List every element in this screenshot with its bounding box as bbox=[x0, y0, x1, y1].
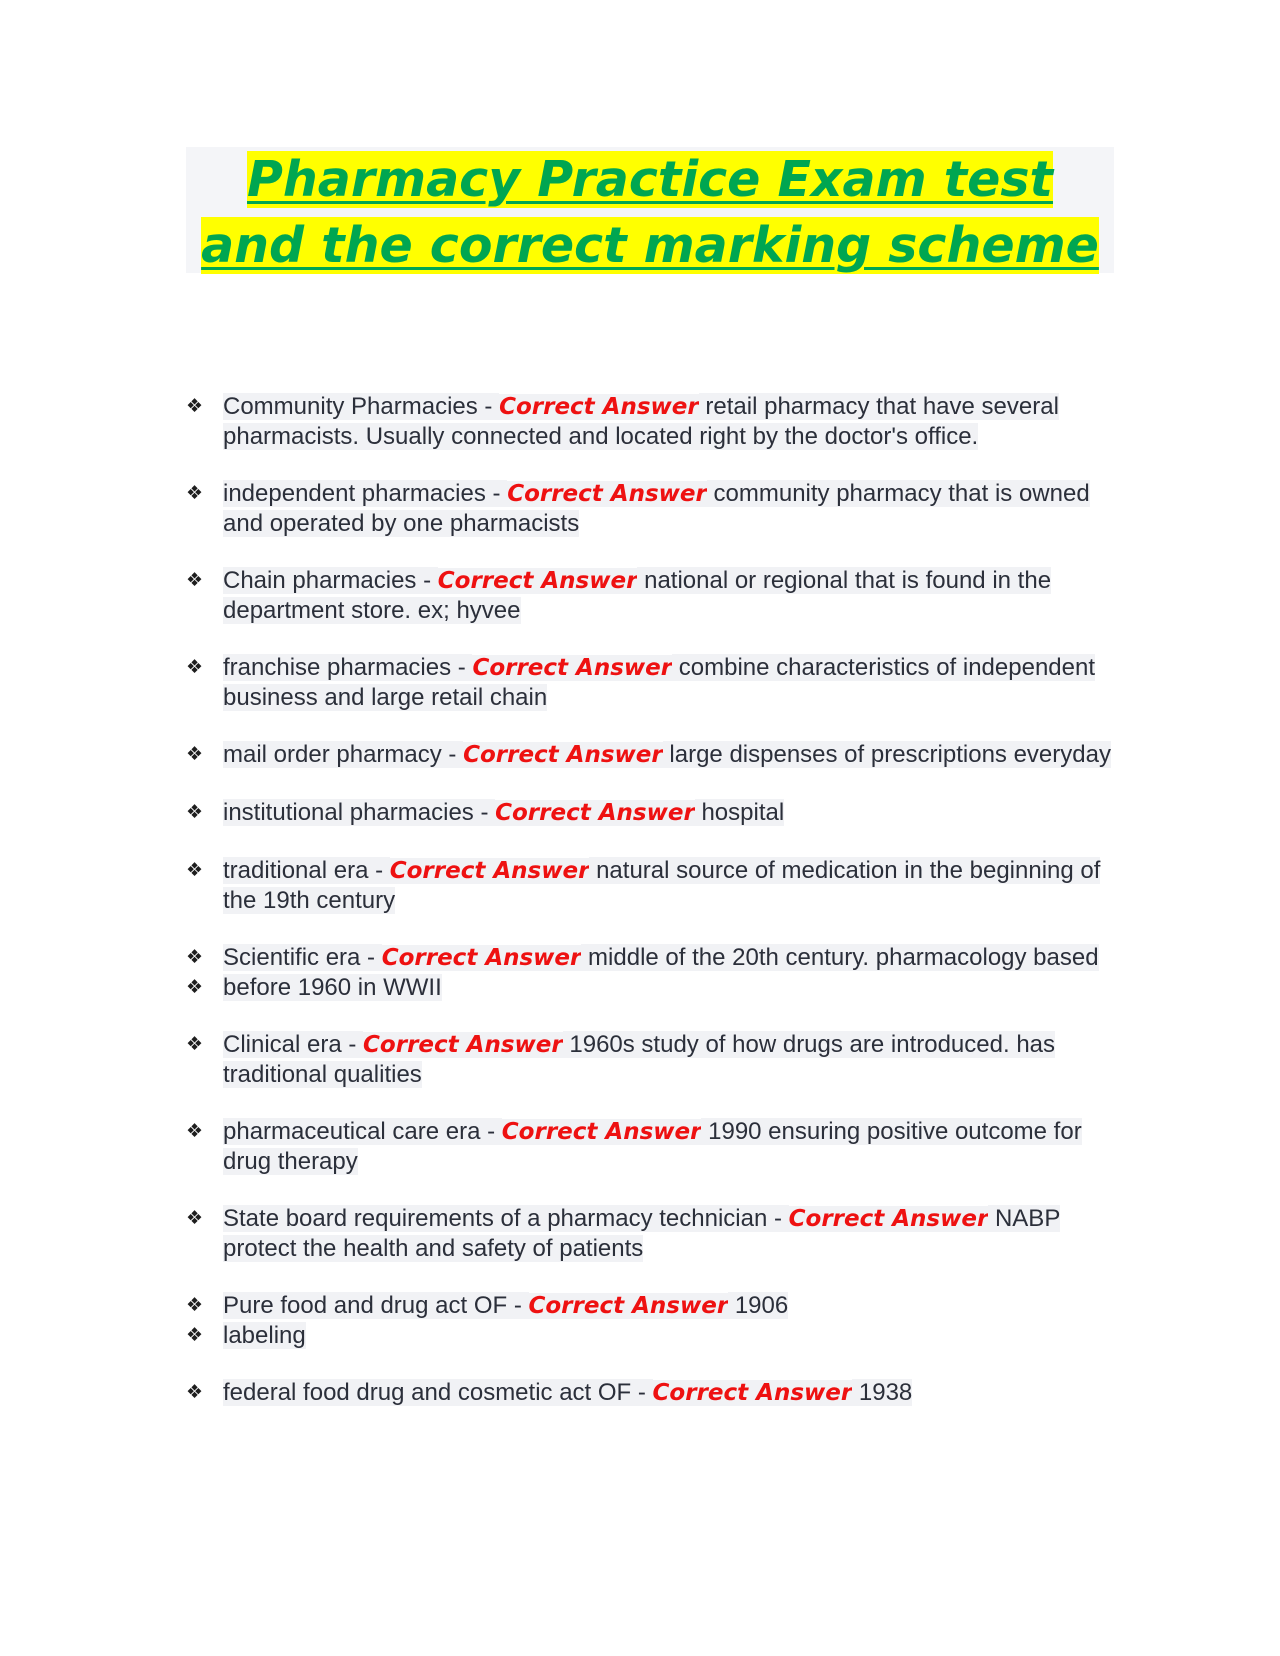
correct-answer-label: Correct Answer bbox=[463, 742, 663, 768]
item-definition: NABP protect the health and safety of patients bbox=[223, 1205, 1061, 1262]
item-term: independent pharmacies - bbox=[223, 480, 508, 507]
item-term: Scientific era - bbox=[223, 944, 382, 971]
item-definition: middle of the 20th century. pharmacology based bbox=[581, 944, 1099, 971]
bullet-icon: ❖ bbox=[186, 482, 204, 504]
qa-group bbox=[186, 392, 1126, 451]
list-item bbox=[186, 1378, 1126, 1408]
bullet-icon: ❖ bbox=[186, 395, 204, 417]
item-term: before 1960 in WWII bbox=[223, 974, 442, 1001]
list-item bbox=[186, 1117, 1126, 1176]
qa-group bbox=[186, 566, 1126, 625]
item-term: traditional era - bbox=[223, 857, 390, 884]
bullet-icon: ❖ bbox=[186, 569, 204, 591]
bullet-icon: ❖ bbox=[186, 1324, 204, 1346]
correct-answer-label: Correct Answer bbox=[495, 800, 695, 826]
list-item bbox=[186, 1321, 1126, 1350]
qa-group bbox=[186, 653, 1126, 712]
item-definition: community pharmacy that is owned and operated by one pharmacists bbox=[223, 480, 1090, 537]
item-term: Clinical era - bbox=[223, 1031, 364, 1058]
qa-group bbox=[186, 1291, 1126, 1350]
list-item bbox=[186, 566, 1126, 625]
list-item bbox=[186, 392, 1126, 451]
list-item bbox=[186, 479, 1126, 538]
correct-answer-label: Correct Answer bbox=[507, 481, 707, 507]
correct-answer-label: Correct Answer bbox=[472, 655, 673, 681]
qa-group bbox=[186, 943, 1126, 1002]
correct-answer-label: Correct Answer bbox=[788, 1206, 989, 1232]
item-definition: national or regional that is found in the department store. ex; hyvee bbox=[223, 567, 1052, 624]
list-item bbox=[186, 943, 1126, 973]
list-item bbox=[186, 973, 1126, 1002]
bullet-icon: ❖ bbox=[186, 859, 204, 881]
item-definition: 1990 ensuring positive outcome for drug therapy bbox=[223, 1118, 1082, 1175]
correct-answer-label: Correct Answer bbox=[652, 1380, 853, 1406]
bullet-icon: ❖ bbox=[186, 1120, 204, 1142]
list-item bbox=[186, 1030, 1126, 1089]
item-term: Pure food and drug act OF - bbox=[223, 1292, 529, 1319]
correct-answer-label: Correct Answer bbox=[437, 568, 638, 594]
bullet-icon: ❖ bbox=[186, 1207, 204, 1229]
bullet-icon: ❖ bbox=[186, 801, 204, 823]
list-item bbox=[186, 1204, 1126, 1263]
list-item bbox=[186, 798, 1126, 828]
qa-group bbox=[186, 1378, 1126, 1408]
item-term: franchise pharmacies - bbox=[223, 654, 473, 681]
item-definition: retail pharmacy that have several pharmacists. Usually connected and located right by the doctor's office. bbox=[223, 393, 1059, 450]
item-term: pharmaceutical care era - bbox=[223, 1118, 502, 1145]
question-answer-list bbox=[186, 392, 1126, 1436]
item-definition: hospital bbox=[694, 799, 785, 826]
bullet-icon: ❖ bbox=[186, 1381, 204, 1403]
bullet-icon: ❖ bbox=[186, 743, 204, 765]
item-term: Community Pharmacies - bbox=[223, 393, 500, 420]
bullet-icon: ❖ bbox=[186, 946, 204, 968]
item-term: institutional pharmacies - bbox=[223, 799, 496, 826]
item-term: labeling bbox=[223, 1322, 306, 1349]
item-definition: 1906 bbox=[728, 1292, 789, 1319]
bullet-icon: ❖ bbox=[186, 1294, 204, 1316]
item-definition: large dispenses of prescriptions everyday bbox=[662, 741, 1111, 768]
qa-group bbox=[186, 1117, 1126, 1176]
item-term: federal food drug and cosmetic act OF - bbox=[223, 1379, 653, 1406]
item-definition: natural source of medication in the beginning of the 19th century bbox=[223, 857, 1101, 914]
item-definition: 1938 bbox=[852, 1379, 913, 1406]
correct-answer-label: Correct Answer bbox=[389, 858, 590, 884]
item-term: mail order pharmacy - bbox=[223, 741, 464, 768]
correct-answer-label: Correct Answer bbox=[363, 1032, 563, 1058]
qa-group bbox=[186, 798, 1126, 828]
title-line-1-text: Pharmacy Practice Exam test bbox=[247, 151, 1053, 208]
correct-answer-label: Correct Answer bbox=[528, 1293, 729, 1319]
list-item bbox=[186, 653, 1126, 712]
qa-group bbox=[186, 1030, 1126, 1089]
qa-group bbox=[186, 479, 1126, 538]
bullet-icon: ❖ bbox=[186, 1033, 204, 1055]
item-term: State board requirements of a pharmacy technician - bbox=[223, 1205, 789, 1232]
title-line-2 bbox=[201, 213, 1099, 279]
document-title bbox=[186, 147, 1114, 273]
correct-answer-label: Correct Answer bbox=[499, 394, 699, 420]
list-item bbox=[186, 856, 1126, 915]
item-definition: combine characteristics of independent business and large retail chain bbox=[223, 654, 1095, 711]
list-item bbox=[186, 1291, 1126, 1321]
bullet-icon: ❖ bbox=[186, 656, 204, 678]
title-line-2-text: and the correct marking scheme bbox=[201, 217, 1099, 274]
qa-group bbox=[186, 740, 1126, 770]
item-definition: 1960s study of how drugs are introduced. has traditional qualities bbox=[223, 1031, 1056, 1088]
correct-answer-label: Correct Answer bbox=[381, 945, 582, 971]
list-item bbox=[186, 740, 1126, 770]
correct-answer-label: Correct Answer bbox=[501, 1119, 702, 1145]
qa-group bbox=[186, 1204, 1126, 1263]
title-line-1 bbox=[247, 147, 1053, 213]
item-term: Chain pharmacies - bbox=[223, 567, 438, 594]
qa-group bbox=[186, 856, 1126, 915]
bullet-icon: ❖ bbox=[186, 976, 204, 998]
